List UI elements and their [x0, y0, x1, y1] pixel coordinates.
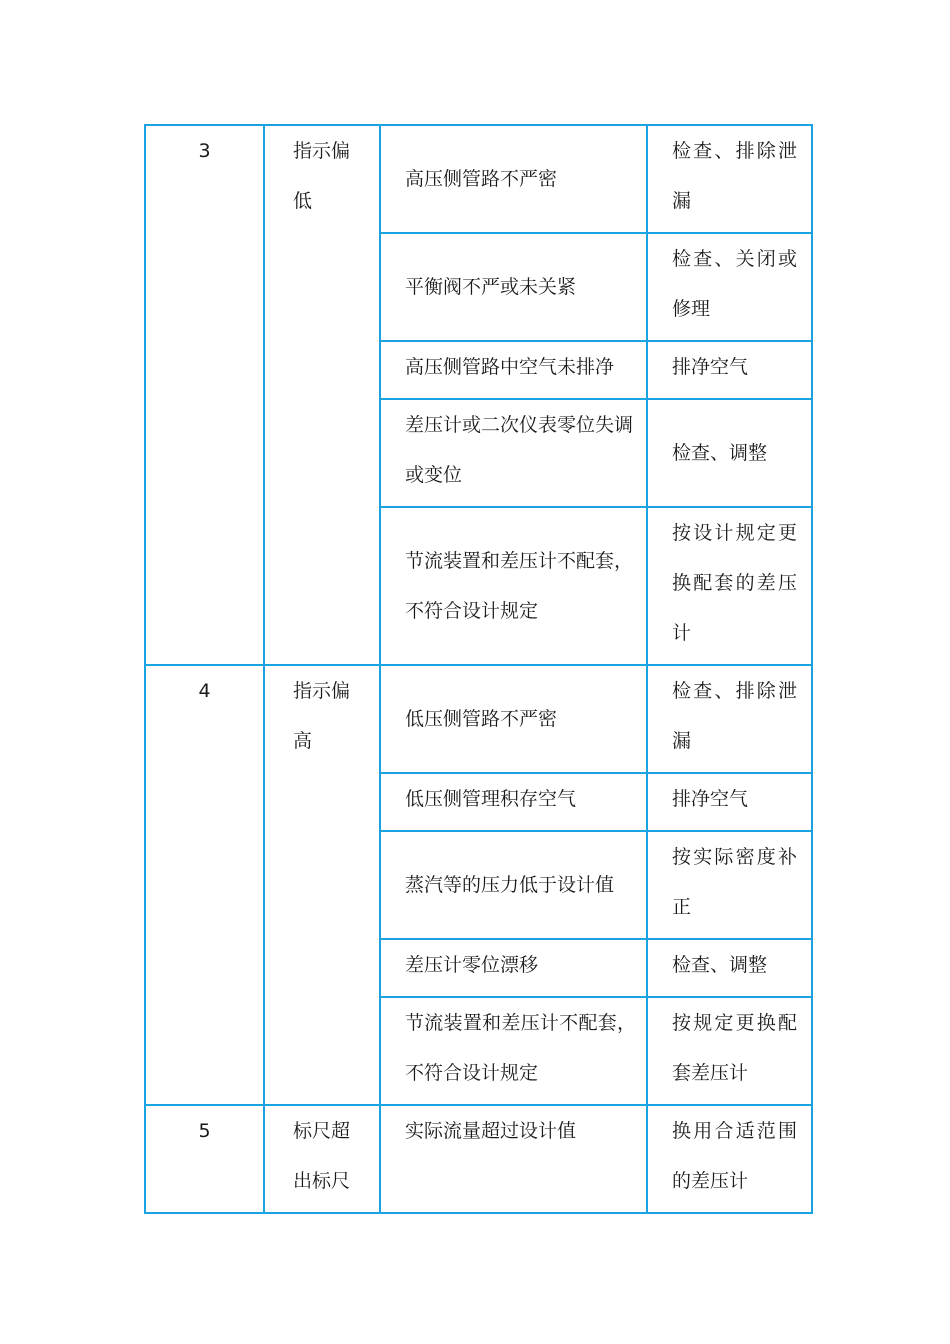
fix-cell	[647, 507, 812, 665]
fix-cell	[647, 399, 812, 507]
fix-cell	[647, 233, 812, 341]
cause-cell	[380, 399, 647, 507]
cause-text: 节流装置和差压计不配套，不符合设计规定	[405, 550, 634, 622]
cause-cell	[380, 125, 647, 233]
cause-text: 高压侧管路不严密	[405, 168, 558, 190]
table-row	[145, 665, 812, 773]
cause-text: 差压计零位漂移	[405, 954, 539, 976]
fix-cell	[647, 1105, 812, 1213]
fix-text: 排净空气	[672, 788, 749, 810]
fix-cell	[647, 939, 812, 997]
fix-text: 按设计规定更换配套的差压计	[672, 522, 797, 644]
cause-cell	[380, 773, 647, 831]
fix-text: 检查、排除泄漏	[672, 140, 797, 212]
cause-cell	[380, 1105, 647, 1213]
fix-text: 检查、排除泄漏	[672, 680, 797, 752]
cause-cell	[380, 939, 647, 997]
cause-cell	[380, 341, 647, 399]
fix-cell	[647, 125, 812, 233]
cause-cell	[380, 665, 647, 773]
item-number-cell: 3	[145, 125, 264, 665]
symptom-cell	[264, 125, 380, 665]
item-number-cell: 5	[145, 1105, 264, 1213]
symptom-cell	[264, 1105, 380, 1213]
cause-text: 平衡阀不严或未关紧	[405, 276, 577, 298]
cause-text: 实际流量超过设计值	[405, 1120, 577, 1142]
item-number-cell: 4	[145, 665, 264, 1105]
table-row	[145, 1105, 812, 1213]
fix-text: 检查、调整	[672, 954, 768, 976]
symptom-text: 指示偏低	[293, 140, 351, 212]
cause-cell	[380, 233, 647, 341]
cause-text: 差压计或二次仪表零位失调或变位	[405, 414, 634, 486]
fix-cell	[647, 665, 812, 773]
fix-cell	[647, 831, 812, 939]
cause-cell	[380, 831, 647, 939]
cause-text: 蒸汽等的压力低于设计值	[405, 874, 615, 896]
fix-text: 检查、调整	[672, 442, 768, 464]
fix-cell	[647, 997, 812, 1105]
cause-text: 高压侧管路中空气未排净	[405, 356, 615, 378]
cause-text: 低压侧管理积存空气	[405, 788, 577, 810]
fix-text: 换用合适范围的差压计	[672, 1120, 797, 1192]
fix-text: 排净空气	[672, 356, 749, 378]
cause-cell	[380, 997, 647, 1105]
symptom-text: 指示偏高	[293, 680, 351, 752]
fix-text: 按规定更换配套差压计	[672, 1012, 797, 1084]
fix-cell	[647, 773, 812, 831]
cause-text: 低压侧管路不严密	[405, 708, 558, 730]
cause-cell	[380, 507, 647, 665]
table-row	[145, 125, 812, 233]
fault-table	[144, 124, 813, 1214]
fix-cell	[647, 341, 812, 399]
symptom-cell	[264, 665, 380, 1105]
fix-text: 检查、关闭或修理	[672, 248, 797, 320]
cause-text: 节流装置和差压计不配套，不符合设计规定	[405, 1012, 636, 1084]
fix-text: 按实际密度补正	[672, 846, 797, 918]
symptom-text: 标尺超出标尺	[293, 1120, 351, 1192]
